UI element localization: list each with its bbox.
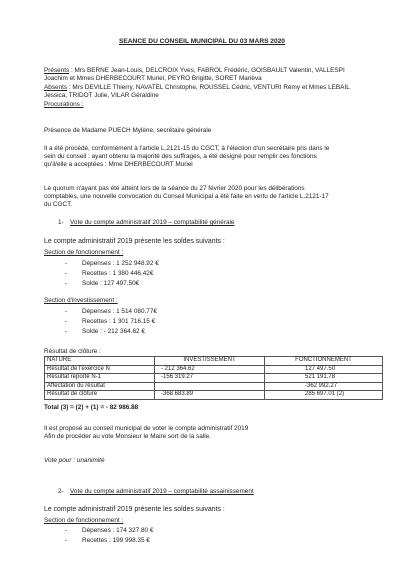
list-dash: -	[65, 328, 68, 335]
section2-number: 2-	[58, 488, 64, 495]
presents-line-2: Joachim et Mmes DHERBECOURT Muriel, PEYRO Brigitte, SORET Marièva	[44, 75, 262, 82]
total-line: Total (3) = (2) + (1) = - 82 986.88	[44, 404, 139, 411]
table-cell: 127 497.50	[265, 365, 383, 374]
table-header: NATURE	[45, 357, 155, 366]
list-dash: -	[65, 280, 68, 287]
table-cell: -368 683.89	[155, 391, 265, 400]
absents-line-1	[44, 84, 350, 92]
resultat-table	[44, 356, 383, 400]
s1-invest-recettes: Recettes : 1 301 716.15 €	[82, 318, 156, 325]
list-dash: -	[65, 527, 68, 534]
table-cell: -362 992.27	[265, 382, 383, 391]
table-row	[45, 365, 383, 374]
section1-intro: Le compte administratif 2019 présente les soldes suivants :	[44, 238, 225, 245]
section2-fonctionnement-label: Section de fonctionnement :	[44, 517, 124, 524]
table-cell: Affectation du résultat	[45, 382, 155, 391]
section2-heading: Vote du compte administratif 2019 – comptabilité assainissement	[70, 488, 254, 495]
absents-label: Absents	[44, 84, 68, 91]
section1-investissement-label: Section d'investissement :	[44, 297, 118, 304]
table-header-row	[45, 357, 383, 366]
table-row	[45, 391, 383, 400]
s1-invest-depenses: Dépenses : 1 514 080.77€	[82, 308, 157, 315]
section2-intro: Le compte administratif 2019 présente les soldes suivants :	[44, 506, 225, 513]
table-cell: - 212 364.62	[155, 365, 265, 374]
presents-text-1: : Mrs BERNE Jean-Louis, DELCROIX Yves, FABROL Frédéric, GOISBAULT Valentin, VALLESPI	[69, 67, 345, 74]
table-cell: -156 319.27	[155, 374, 265, 383]
list-dash: -	[65, 318, 68, 325]
table-cell	[155, 382, 265, 391]
absents-line-2: Jessica, TRIDOT Julie, VILAR Géraldine	[44, 92, 159, 99]
proposal-line-1: Il est proposé au conseil municipal de voter le compte administratif 2019	[44, 425, 249, 432]
presents-label: Présents	[44, 67, 70, 74]
election-line-1: Il a été procédé, conformément à l'article L.2121-15 du CGCT, à l'élection d'un secrétaire pris dans le	[44, 145, 330, 152]
quorum-line-1: Le quorum n'ayant pas été atteint lors de la séance du 27 février 2020 pour les délibérations	[44, 185, 305, 192]
table-cell: 521 191.78	[265, 374, 383, 383]
presents-line-1	[44, 67, 345, 75]
section1-fonctionnement-label: Section de fonctionnement :	[44, 249, 124, 256]
table-cell: 285 697.01 (2)	[265, 391, 383, 400]
table-cell: Résultat de l'exercice N	[45, 365, 155, 374]
procurations-label: Procurations :	[44, 101, 84, 108]
presence-secretaire: Présence de Madame PUECH Mylène, secrétaire générale	[44, 127, 212, 134]
table-header: INVESTISSEMENT	[155, 357, 265, 366]
quorum-line-3: du CGCT.	[44, 201, 73, 208]
list-dash: -	[65, 308, 68, 315]
s1-invest-solde: Solde : - 212 364.62 €	[82, 328, 145, 335]
quorum-line-2: comptables, une nouvelle convocation du Conseil Municipal a été faite en vertu de l'article L.2121-17	[44, 193, 329, 200]
list-dash: -	[65, 270, 68, 277]
s1-fonct-recettes: Recettes : 1 380 446.42€	[82, 270, 154, 277]
table-row	[45, 382, 383, 391]
document-title: SEANCE DU CONSEIL MUNICIPAL DU 03 MARS 2020	[119, 38, 285, 45]
s2-fonct-depenses: Dépenses : 174 327.80 €	[82, 527, 154, 534]
proposal-line-2: Afin de procéder au vote Monsieur le Maire sort de la salle.	[44, 433, 211, 440]
table-cell: Résultat reporté N-1	[45, 374, 155, 383]
vote-result: Vote pour : unanimité	[44, 457, 105, 464]
section1-heading: Vote du compte administratif 2019 – comptabilité générale	[70, 219, 235, 226]
s1-fonct-depenses: Dépenses : 1 252 948.92 €	[82, 260, 159, 267]
section1-number: 1-	[58, 219, 64, 226]
cloture-label: Résultat de clôture :	[44, 348, 101, 355]
election-line-3: qu'il/elle a acceptées : Mme DHERBECOURT Muriel	[44, 161, 193, 168]
s2-fonct-recettes: Recettes : 199 998.35 €	[82, 537, 150, 544]
table-cell: Résultat de clôture	[45, 391, 155, 400]
table-row	[45, 374, 383, 383]
s1-fonct-solde: Solde : 127 497.50€	[82, 280, 140, 287]
list-dash: -	[65, 537, 68, 544]
absents-text-1: : Mrs DEVILLE Thierry, NAVATEL Christophe, ROUSSEL Cédric, VENTURI Rémy et Mmes LEBAIL	[67, 84, 350, 91]
list-dash: -	[65, 260, 68, 267]
election-line-2: sein du conseil : ayant obtenu la majorité des suffrages, a été désigné pour remplir ces fonctions	[44, 153, 317, 160]
table-header: FONCTIONNEMENT	[265, 357, 383, 366]
